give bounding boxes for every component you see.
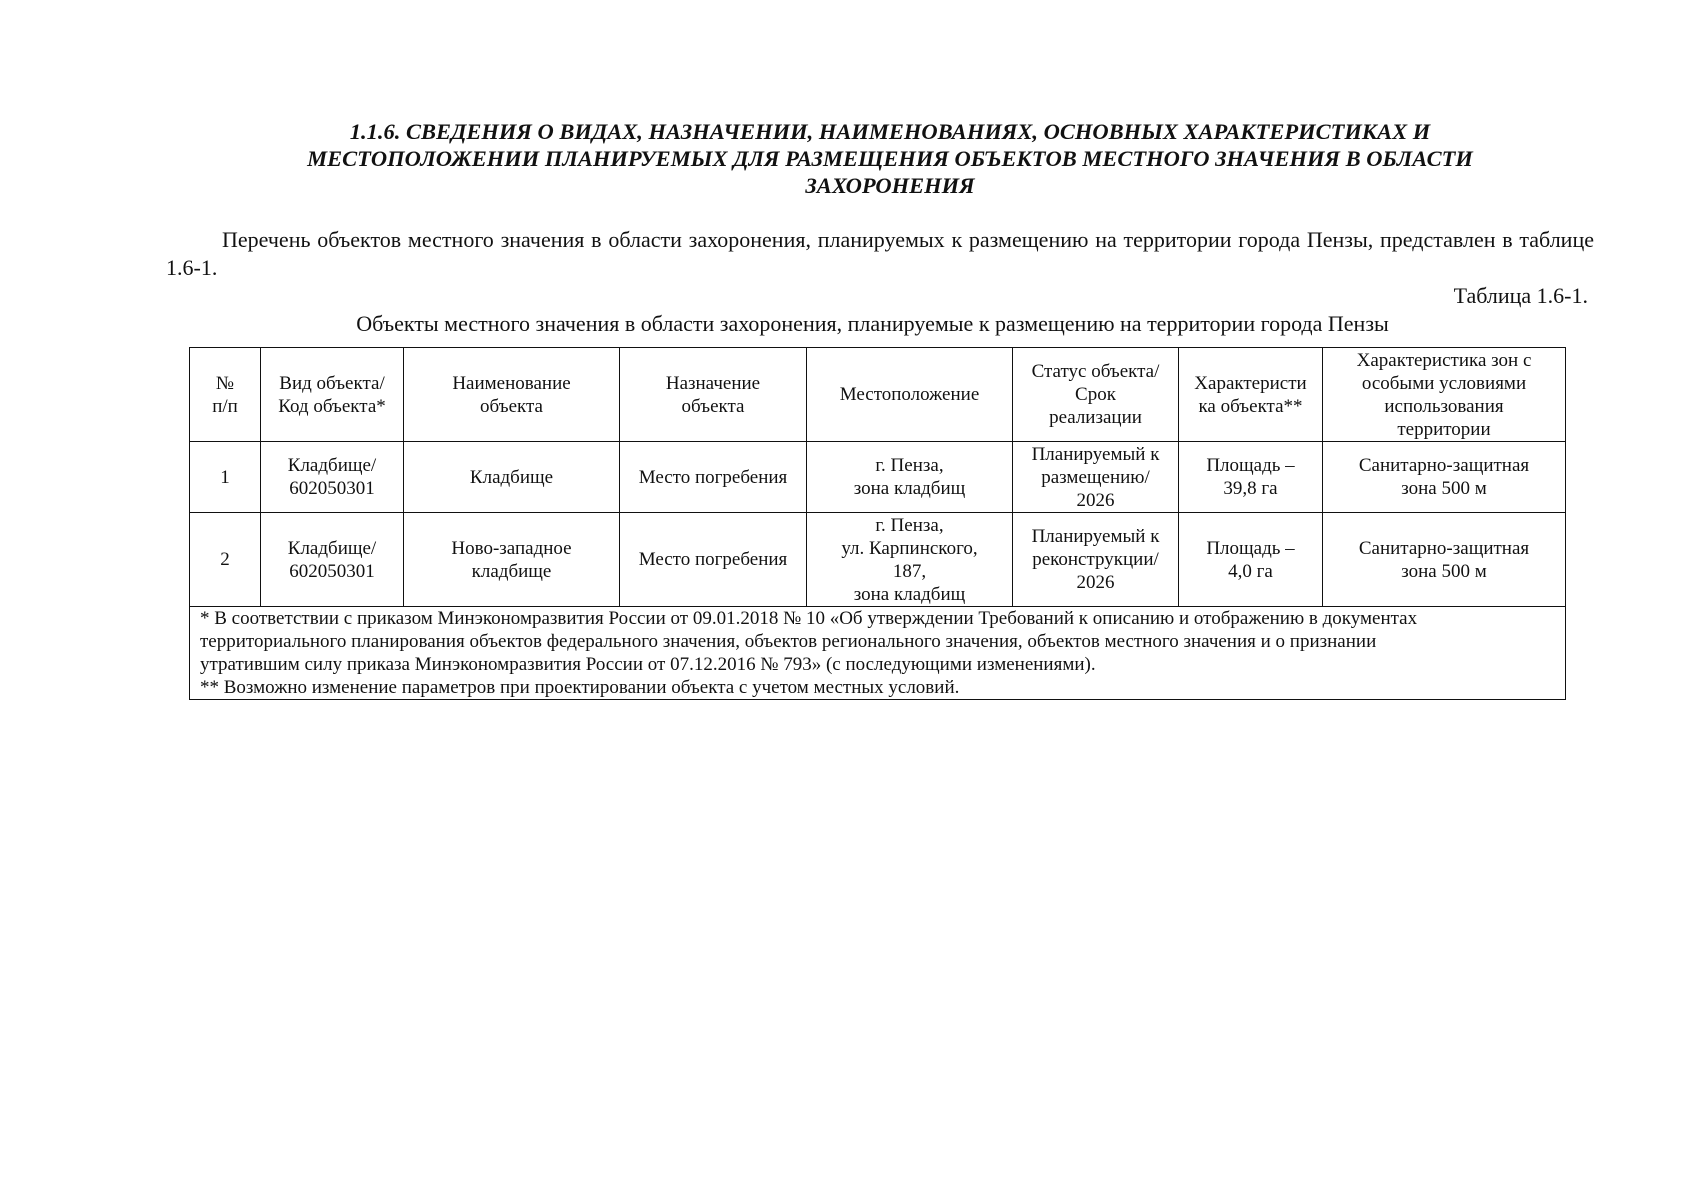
cell-purpose: Место погребения [620, 513, 807, 607]
table-caption: Объекты местного значения в области захоронения, планируемые к размещению на территории города Пензы [356, 311, 1389, 336]
cell-purpose: Место погребения [620, 442, 807, 513]
header-purpose: Назначение объекта [620, 348, 807, 442]
header-name: Наименование объекта [404, 348, 620, 442]
header-status: Статус объекта/ Срок реализации [1013, 348, 1179, 442]
heading-line: МЕСТОПОЛОЖЕНИИ ПЛАНИРУЕМЫХ ДЛЯ РАЗМЕЩЕНИЯ ОБЪЕКТОВ МЕСТНОГО ЗНАЧЕНИЯ В ОБЛАСТИ [307, 146, 1473, 171]
footnote-line: ** Возможно изменение параметров при проектировании объекта с учетом местных условий. [200, 677, 960, 698]
cell-kind: Кладбище/ 602050301 [261, 442, 404, 513]
heading-line: ЗАХОРОНЕНИЯ [805, 173, 975, 198]
heading-line: 1.1.6. СВЕДЕНИЯ О ВИДАХ, НАЗНАЧЕНИИ, НАИМЕНОВАНИЯХ, ОСНОВНЫХ ХАРАКТЕРИСТИКАХ И [349, 119, 1431, 144]
cell-status: Планируемый к реконструкции/ 2026 [1013, 513, 1179, 607]
header-zone: Характеристика зон с особыми условиями использования территории [1323, 348, 1566, 442]
cell-num: 1 [190, 442, 261, 513]
cell-location: г. Пенза, зона кладбищ [807, 442, 1013, 513]
cell-num: 2 [190, 513, 261, 607]
footnote-line: территориального планирования объектов федерального значения, объектов регионального значения, объектов местного значения и о признании [200, 631, 1377, 652]
header-location: Местоположение [807, 348, 1013, 442]
footnotes-cell [190, 607, 1566, 700]
cell-kind: Кладбище/ 602050301 [261, 513, 404, 607]
footnote-line: утратившим силу приказа Минэкономразвития России от 07.12.2016 № 793» (с последующими изменениями). [200, 654, 1096, 675]
table-number: Таблица 1.6-1. [1453, 283, 1588, 308]
section-heading [230, 118, 1550, 199]
cell-name: Ново-западное кладбище [404, 513, 620, 607]
cell-location: г. Пенза, ул. Карпинского, 187, зона кладбищ [807, 513, 1013, 607]
footnote-line: * В соответствии с приказом Минэкономразвития России от 09.01.2018 № 10 «Об утверждении Требований к описанию и отображению в документах [200, 608, 1418, 629]
table-row [190, 513, 1566, 607]
intro-paragraph [166, 226, 1594, 282]
cell-feature: Площадь – 39,8 га [1179, 442, 1323, 513]
table-row [190, 442, 1566, 513]
table-header-row [190, 348, 1566, 442]
header-feature: Характеристи ка объекта** [1179, 348, 1323, 442]
footnote-row [190, 607, 1566, 700]
intro-text: Перечень объектов местного значения в области захоронения, планируемых к размещению на территории города Пензы, представлен в таблице 1.6-1. [166, 227, 1594, 280]
cell-zone: Санитарно-защитная зона 500 м [1323, 442, 1566, 513]
cell-feature: Площадь – 4,0 га [1179, 513, 1323, 607]
objects-table [189, 347, 1566, 700]
header-num: № п/п [190, 348, 261, 442]
cell-name: Кладбище [404, 442, 620, 513]
header-kind: Вид объекта/ Код объекта* [261, 348, 404, 442]
cell-status: Планируемый к размещению/ 2026 [1013, 442, 1179, 513]
cell-zone: Санитарно-защитная зона 500 м [1323, 513, 1566, 607]
